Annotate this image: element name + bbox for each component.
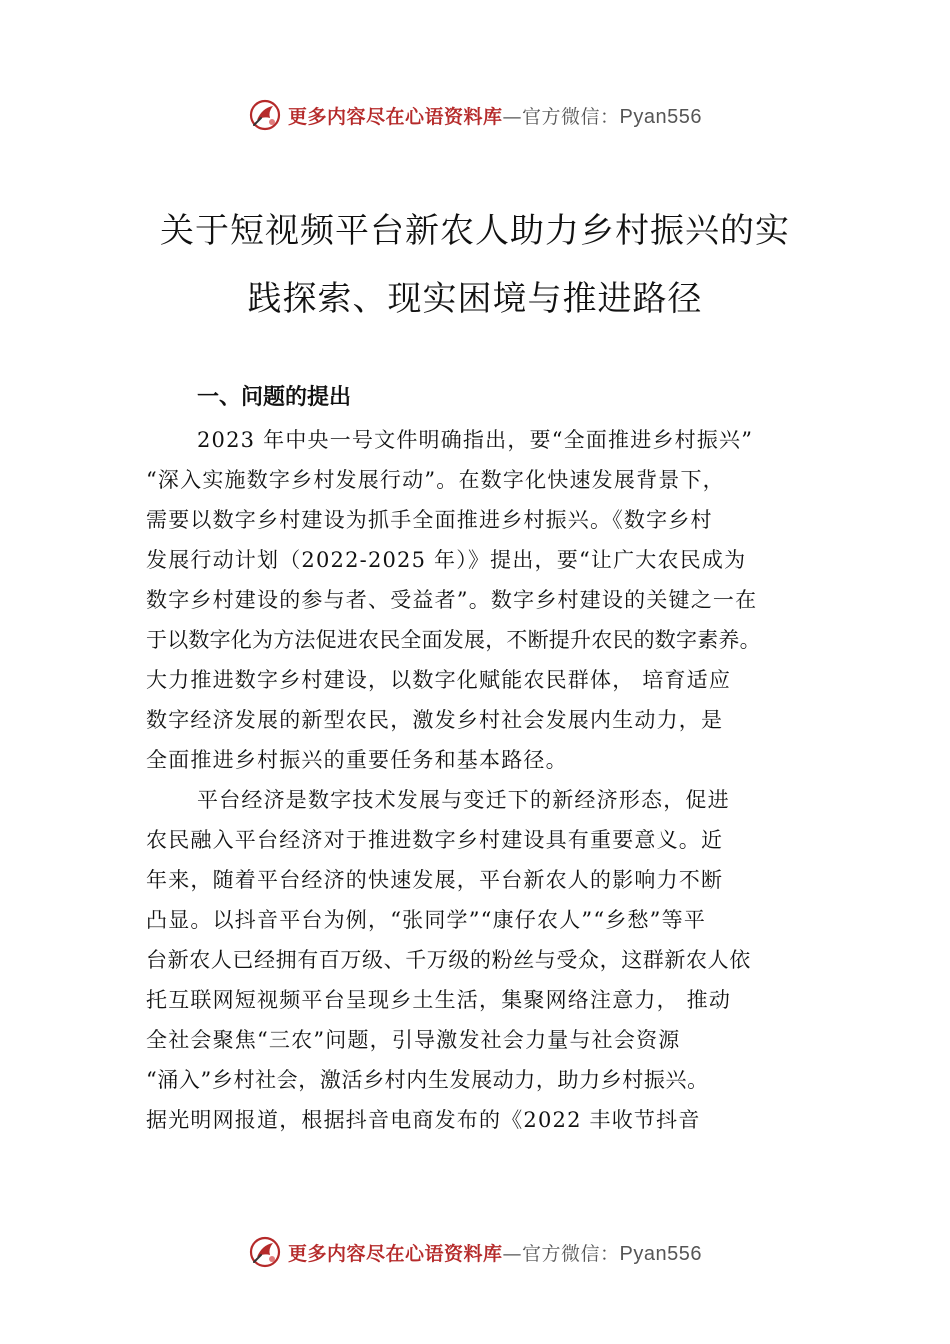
body-line: 大力推进数字乡村建设，以数字化赋能农民群体， 培育适应: [146, 668, 732, 692]
body-line: 全面推进乡村振兴的重要任务和基本路径。: [146, 748, 568, 772]
document-title-line-2: 践探索、现实困境与推进路径: [247, 279, 703, 319]
body-line: “深入实施数字乡村发展行动”。在数字化快速发展背景下，: [146, 468, 725, 492]
document-title-line-1: 关于短视频平台新农人助力乡村振兴的实: [160, 211, 790, 251]
body-line: 据光明网报道，根据抖音电商发布的《2022 丰收节抖音: [146, 1108, 701, 1132]
logo-icon: [248, 98, 282, 132]
body-line: 于以数字化为方法促进农民全面发展，不断提升农民的数字素养。: [146, 628, 761, 652]
body-line: 2023 年中央一号文件明确指出，要“全面推进乡村振兴”: [197, 428, 754, 452]
section-heading: 一、问题的提出: [197, 385, 352, 410]
body-line: 托互联网短视频平台呈现乡土生活，集聚网络注意力， 推动: [146, 988, 732, 1012]
watermark-wechat-id: Pyan556: [619, 1242, 702, 1265]
watermark-wechat-label: 官方微信：: [522, 105, 620, 128]
body-line: “涌入”乡村社会，激活乡村内生发展动力，助力乡村振兴。: [146, 1068, 709, 1092]
body-line: 发展行动计划（2022-2025 年）》提出，要“让广大农民成为: [146, 548, 747, 572]
watermark-library-text: 更多内容尽在心语资料库: [288, 1242, 503, 1265]
watermark-dash: —: [502, 1242, 523, 1265]
body-line: 数字乡村建设的参与者、受益者”。数字乡村建设的关键之一在: [146, 588, 758, 612]
watermark-wechat-id: Pyan556: [619, 105, 702, 128]
body-line: 农民融入平台经济对于推进数字乡村建设具有重要意义。近: [146, 828, 724, 852]
body-line: 平台经济是数字技术发展与变迁下的新经济形态，促进: [197, 788, 730, 812]
bottom-watermark-banner: [0, 1232, 950, 1272]
body-line: 凸显。以抖音平台为例，“张同学”“康仔农人”“乡愁”等平: [146, 908, 707, 932]
body-line: 台新农人已经拥有百万级、千万级的粉丝与受众，这群新农人依: [146, 948, 751, 972]
body-line: 年来，随着平台经济的快速发展，平台新农人的影响力不断: [146, 868, 724, 892]
watermark-wechat-label: 官方微信：: [522, 1242, 620, 1265]
body-line: 全社会聚焦“三农”问题，引导激发社会力量与社会资源: [146, 1028, 681, 1052]
watermark-library-text: 更多内容尽在心语资料库: [288, 105, 503, 128]
watermark-dash: —: [502, 105, 523, 128]
top-watermark-banner: [0, 95, 950, 135]
logo-icon: [248, 1235, 282, 1269]
body-line: 数字经济发展的新型农民，激发乡村社会发展内生动力，是: [146, 708, 724, 732]
body-line: 需要以数字乡村建设为抓手全面推进乡村振兴。《数字乡村: [146, 508, 713, 532]
